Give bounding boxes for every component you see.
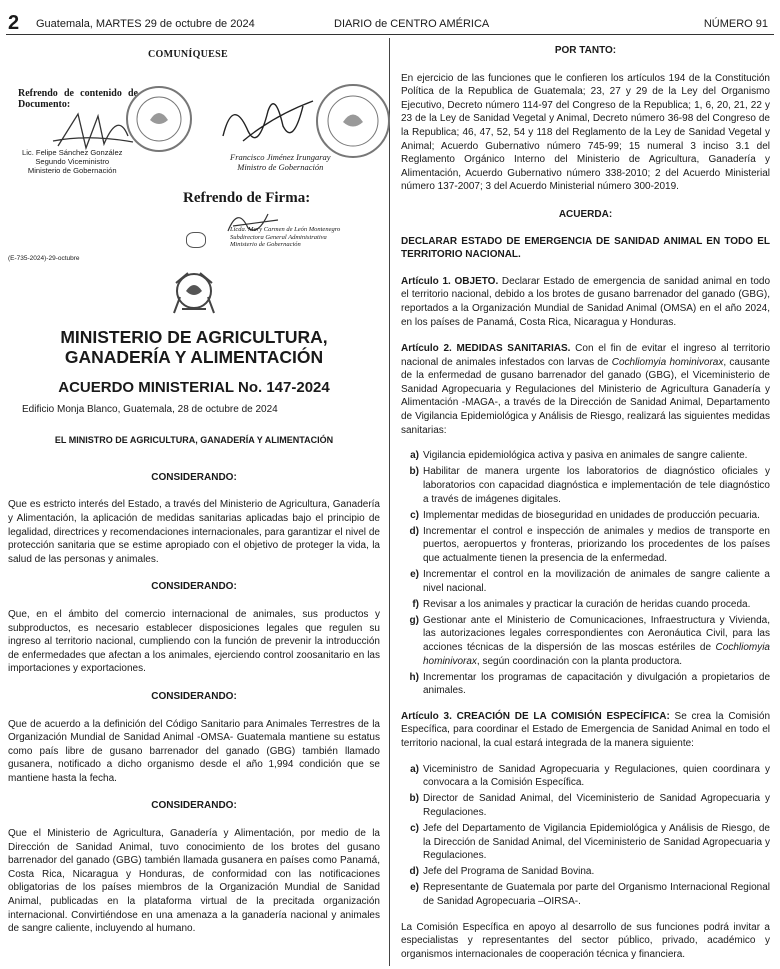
communique-block — [8, 36, 380, 261]
left-column — [8, 36, 380, 936]
list-text: Incrementar el control en la movilización de animales de sangre caliente a nivel nacional. — [423, 569, 770, 594]
mary-signature-caption — [230, 226, 340, 249]
seal-stamp-icon — [316, 84, 390, 158]
list-text: Director de Sanidad Animal, del Viceministerio de Sanidad Agropecuaria y Regulaciones. — [423, 793, 770, 818]
list-letter: b) — [409, 793, 419, 805]
list-text-part: , según coordinación con la planta productora. — [476, 655, 683, 667]
list-item — [405, 792, 770, 819]
felipe-role: Segundo Viceministro — [35, 157, 110, 166]
list-letter: e) — [410, 882, 419, 894]
page-header — [0, 0, 780, 36]
francisco-name: Francisco Jiménez Irungaray — [230, 152, 331, 162]
considerando-text: Que el Ministerio de Agricultura, Ganadería y Alimentación, por medio de la Dirección de Sanidad Animal, tuvo conocimiento de los brotes del gusano barrenador del ganado (GBG) también llamada gusanera en países como Panamá, Costa Rica, Nicaragua y Honduras, de conformidad con las notificaciones obligatorias de los países miembros de la Organización Mundial de Sanidad Animal, publicadas en la plataforma virtual de la precitada organización internacional. Convirtiéndose en una amenaza a la ganadería nacional y animales de sangre caliente, incluyendo al humano. — [8, 828, 380, 935]
page-number: 2 — [8, 12, 20, 34]
list-text: Incrementar el control e inspección de animales y medios de transporte en puertos, aeropuertos y fronteras, priorizando los procedentes de los países que actualmente tienen la presencia de la enfermedad. — [423, 525, 770, 564]
felipe-ministry: Ministerio de Gobernación — [27, 166, 117, 175]
article-1 — [401, 275, 770, 329]
list-letter: d) — [409, 525, 419, 537]
list-text: Viceministro de Sanidad Agropecuaria y Regulaciones, quien coordinara y convocara a la Comisión Específica. — [423, 763, 770, 789]
list-text: Revisar a los animales y practicar la curación de heridas cuando proceda. — [423, 598, 751, 610]
emergency-declaration: DECLARAR ESTADO DE EMERGENCIA DE SANIDAD ANIMAL EN TODO EL TERRITORIO NACIONAL. — [401, 235, 770, 261]
list-item — [405, 568, 770, 595]
list-item — [405, 449, 770, 463]
column-divider — [389, 38, 390, 966]
considerando-3 — [8, 690, 380, 786]
list-text: Vigilancia epidemiológica activa y pasiva en animales de sangre caliente. — [423, 450, 748, 462]
header-rule — [6, 34, 774, 35]
refrendo-contenido: Refrendo de contenido de Documento: — [18, 88, 138, 110]
small-seal-icon — [186, 232, 206, 248]
list-letter: e) — [410, 569, 419, 580]
felipe-name: Lic. Felipe Sánchez González — [22, 148, 123, 157]
list-text-part: Gestionar ante el Ministerio de Comunicaciones, Infraestructura y Vivienda, las autorizaciones legales correspondientes con Aeronáutica Civil, para las acciones técnicas de la dispersión de las moscas estériles de — [423, 614, 770, 653]
refrendo-firma: Refrendo de Firma: — [183, 190, 311, 206]
mary-name: Licda. Mary Carmen de León Montenegro — [230, 226, 341, 233]
considerando-heading: CONSIDERANDO: — [151, 690, 237, 702]
list-letter: a) — [410, 450, 419, 462]
mary-ministry: Ministerio de Gobernación — [230, 241, 301, 248]
species-name: Cochliomyia hominivorax — [423, 641, 770, 667]
considerando-heading: CONSIDERANDO: — [151, 581, 237, 593]
header-date: Guatemala, MARTES 29 de octubre de 2024 — [36, 18, 255, 30]
list-letter: g) — [409, 614, 419, 626]
list-item — [405, 525, 770, 566]
article-2-label: Artículo 2. MEDIDAS SANITARIAS. — [401, 343, 571, 355]
list-item — [405, 614, 770, 668]
list-letter: c) — [410, 823, 419, 834]
coat-of-arms-icon — [8, 261, 380, 321]
considerando-2 — [8, 580, 380, 676]
mary-role: Subdirectora General Administrativa — [230, 233, 327, 241]
acuerda-heading: ACUERDA: — [558, 208, 613, 220]
place-date: Edificio Monja Blanco, Guatemala, 28 de octubre de 2024 — [22, 403, 278, 415]
list-text: Implementar medidas de bioseguridad en unidades de producción pecuaria. — [423, 509, 760, 521]
por-tanto-heading: POR TANTO: — [554, 45, 617, 56]
acuerdo-title: ACUERDO MINISTERIAL No. 147-2024 — [58, 379, 330, 396]
list-item — [405, 822, 770, 863]
felipe-signature-caption — [22, 148, 122, 175]
article-2-text-b: , causante de la enfermedad de gusano barrenador del ganado (GBG), el Viceministerio de Sanidad Agropecuaria y Regulaciones del Ministerio de Agricultura Ganadería y Alimentación -MAGA-, a través de la Dirección de Sanidad Animal, Departamento de Vigilancia Epidemiológica y Análisis de Riesgo, realizará las siguientes medidas sanitarias: — [401, 356, 770, 436]
article-1-text: Declarar Estado de emergencia de sanidad animal en todo el territorio nacional, debido a los brotes de gusano barrenador del ganado (GBG), reportados a la Organización Mundial de Sanidad Animal (OMSA) en el año 2024, en los países de Panamá, Costa Rica, Nicaragua y Honduras. — [401, 275, 771, 328]
considerando-text: Que, en el ámbito del comercio internacional de animales, sus productos y subproductos, es necesario establecer disposiciones legales que regulen su ingreso al territorio nacional, cumpliendo con la función de prevenir la introducción de enfermedades que afectan a los animales, ejerciendo control zoosanitario en las importaciones y exportaciones. — [8, 608, 380, 675]
francisco-signature-caption — [230, 152, 331, 172]
list-item — [405, 598, 770, 612]
list-text: Jefe del Departamento de Vigilancia Epidemiológica y Análisis de Riesgo, de la Dirección de Sanidad Animal, del Viceministerio de Sanidad Agropecuaria y Regulaciones. — [423, 823, 770, 862]
list-letter: b) — [409, 466, 419, 478]
article-2 — [401, 342, 770, 437]
list-text — [423, 614, 770, 668]
list-letter: c) — [410, 509, 419, 521]
list-letter: d) — [409, 866, 419, 878]
ministry-name-line2: GANADERÍA Y ALIMENTACIÓN — [64, 347, 324, 367]
signature-francisco-icon — [213, 86, 323, 156]
list-letter: f) — [412, 598, 419, 610]
ministry-name-line1: MINISTERIO DE AGRICULTURA, — [60, 327, 328, 347]
list-text: Habilitar de manera urgente los laboratorios de diagnóstico oficiales y laboratorios con capacidad diagnóstica e implementación de tele diagnóstico a través de imágenes digitales. — [423, 466, 770, 505]
list-item — [405, 671, 770, 698]
issue-number: NÚMERO 91 — [703, 18, 768, 30]
considerando-heading: CONSIDERANDO: — [151, 471, 237, 483]
considerando-heading: CONSIDERANDO: — [151, 800, 237, 812]
commission-members-list — [405, 763, 770, 909]
considerando-4 — [8, 799, 380, 935]
por-tanto-text: En ejercicio de las funciones que le confieren los artículos 194 de la Constitución Política de la Republica de Guatemala; 23, 27 y 29 de la Ley del Organismo Ejecutivo, Decreto número 114-97 del Congreso de la Republica; 1, 6, 20, 21, 22 y 23 de la Ley de Sanidad Vegetal y Animal, Decreto número 36-98 del Congreso de la Republica; 46, 47, 52, 54 y 118 del Reglamento de la Ley de Sanidad Vegetal y Animal; Acuerdo Gubernativo número 745-99; 15 numeral 3 inciso 3.1 del Reglamento Orgánico Interno del Ministerio de Agricultura, Ganadería y Alimentación, Acuerdo Gubernativo número 338-2010; 2 del Acuerdo Ministerial número 137-2007; 3 del Acuerdo Ministerial número 300-2019. — [401, 72, 770, 193]
list-letter: a) — [410, 763, 419, 775]
closing-paragraph: La Comisión Específica en apoyo al desarrollo de sus funciones podrá invitar a especialistas y representantes del sector público, privado, académico y organismos internacionales de cooperación técnica y financiera. — [401, 921, 770, 960]
article-2-species: Cochliomyia hominivorax — [611, 356, 724, 368]
article-1-label: Artículo 1. OBJETO. — [401, 275, 499, 287]
list-item — [405, 865, 770, 879]
list-item — [405, 509, 770, 523]
list-text: Representante de Guatemala por parte del Organismo Internacional Regional de Sanidad Agropecuaria –OIRSA-. — [423, 882, 770, 907]
considerando-text: Que es estricto interés del Estado, a través del Ministerio de Agricultura, Ganadería y Alimentación, la aplicación de medidas sanitarias aplicadas bajo el principio de legalidad, directrices y recomendaciones internacionales, para garantizar el nivel de protección sanitaria que se estime apropiado con el objetivo de proteger la vida, la salud de las personas y animales. — [8, 499, 380, 565]
ministry-name — [8, 327, 380, 367]
sanitary-measures-list — [405, 449, 770, 698]
right-column — [401, 44, 770, 961]
list-item — [405, 763, 770, 790]
francisco-role: Ministro de Gobernación — [237, 162, 324, 172]
article-2-text-a: Con el fin de evitar el ingreso al territorio nacional de animales infestados con larvas de — [401, 343, 771, 368]
article-3-label: Artículo 3. CREACIÓN DE LA COMISIÓN ESPECÍFICA: — [401, 710, 670, 722]
list-text: Incrementar los programas de capacitación y divulgación a propietarios de animales. — [423, 671, 770, 697]
communique-title: COMUNÍQUESE — [148, 49, 228, 60]
issuer-line: EL MINISTRO DE AGRICULTURA, GANADERÍA Y ALIMENTACIÓN — [54, 435, 334, 446]
publication-code: (E-735-2024)-29-octubre — [8, 255, 80, 262]
article-3 — [401, 710, 770, 751]
list-item — [405, 465, 770, 506]
considerando-text: Que de acuerdo a la definición del Código Sanitario para Animales Terrestres de la Organización Mundial de Sanidad Animal -OMSA- Guatemala mantiene su estatus como país libre de gusano barrenador del ganado (GBG) también llamado gusanera, notificado a dicho organismo desde el año 1,994 condición que se mantiene hasta la fecha. — [8, 718, 380, 784]
newspaper-name: DIARIO de CENTRO AMÉRICA — [334, 18, 490, 30]
list-text: Jefe del Programa de Sanidad Bovina. — [423, 866, 595, 878]
list-letter: h) — [409, 671, 419, 683]
article-3-text: Se crea la Comisión Específica, para coordinar el Estado de Emergencia de Sanidad Animal en todo el territorio nacional, la cual estará integrada de la manera siguiente: — [401, 710, 771, 750]
list-item — [405, 881, 770, 908]
considerando-1 — [8, 471, 380, 567]
